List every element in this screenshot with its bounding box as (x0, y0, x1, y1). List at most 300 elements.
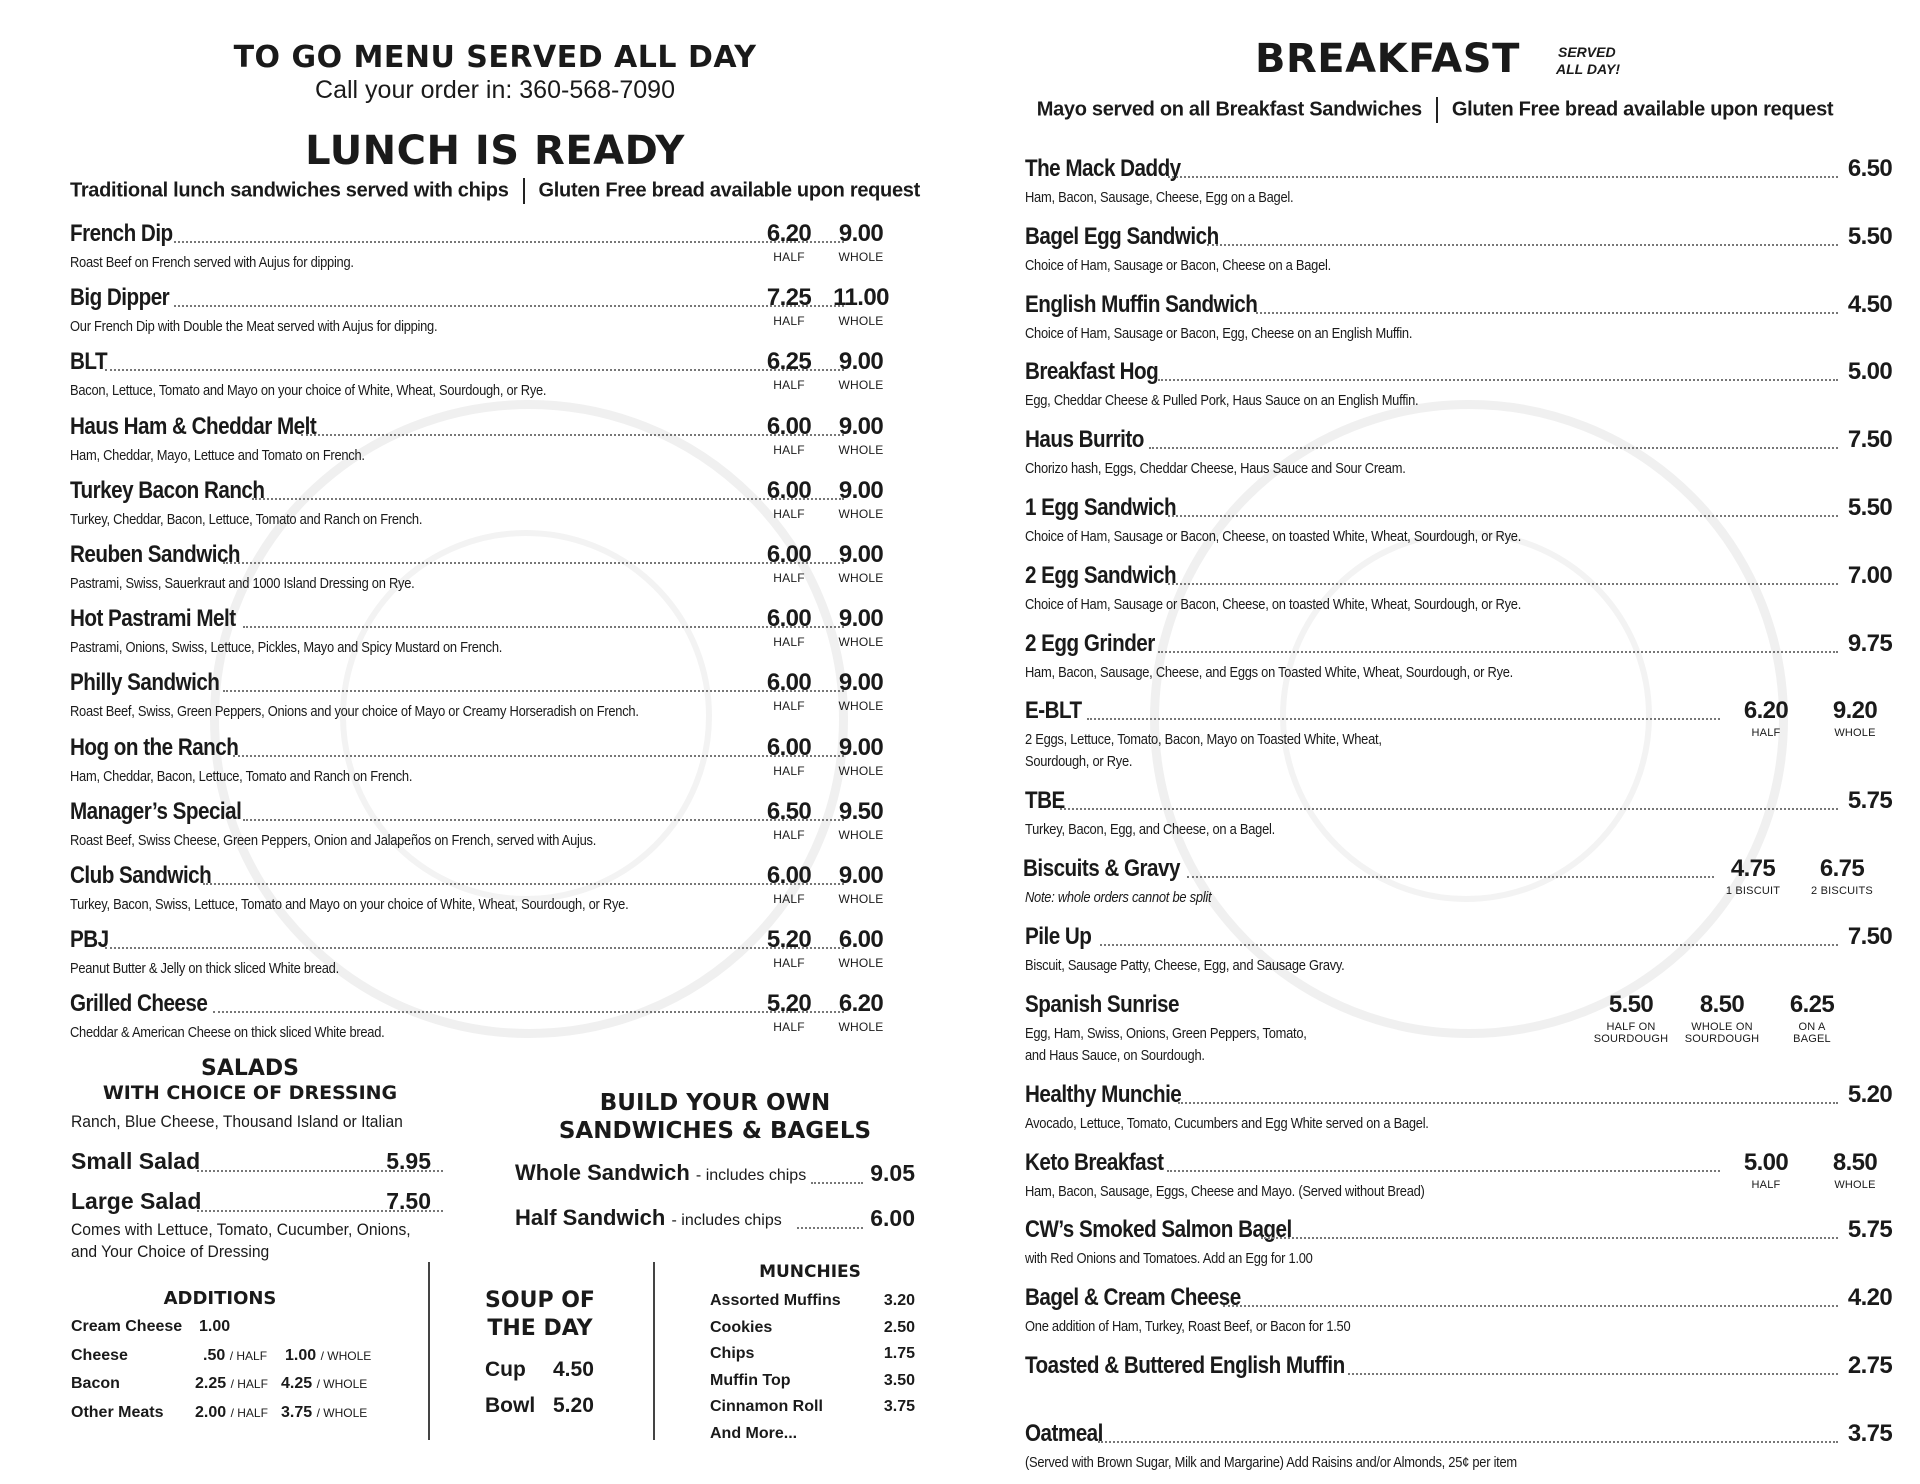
breakfast-price-value: 6.50 (1847, 155, 1893, 182)
breakfast-item-desc: Ham, Bacon, Sausage, Eggs, Cheese and Mayo. (Served without Bread) (1025, 1182, 1425, 1200)
half-label: HALF (773, 250, 805, 264)
dot-leader (1167, 1170, 1720, 1172)
price-option-label: HALF ON (1606, 1020, 1656, 1033)
half-price (754, 220, 824, 264)
price-option-label: WHOLE (1834, 1178, 1876, 1191)
dot-leader (174, 305, 844, 307)
price-option (1767, 991, 1857, 1045)
breakfast-item (1025, 1419, 1893, 1484)
lunch-item-name: Turkey Bacon Ranch (70, 476, 265, 504)
soup-list (485, 1358, 605, 1438)
munchie-name: Cinnamon Roll (710, 1398, 823, 1416)
dot-leader (1261, 1237, 1838, 1239)
breakfast-item-price (1840, 1081, 1900, 1109)
munchie-price: 1.75 (883, 1345, 915, 1363)
breakfast-item-name: Pile Up (1025, 923, 1092, 950)
price-option-label: SOURDOUGH (1684, 1032, 1760, 1045)
lunch-title: LUNCH IS READY (305, 128, 685, 174)
breakfast-list (1023, 155, 1893, 1471)
breakfast-item-desc: Turkey, Bacon, Egg, and Cheese, on a Bagel. (1025, 821, 1275, 839)
whole-label: WHOLE (838, 1020, 884, 1035)
addition-half-unit: / HALF (229, 1348, 268, 1363)
lunch-item-name: Big Dipper (70, 284, 170, 312)
lunch-item (70, 284, 930, 348)
addition-half-price (203, 1347, 267, 1365)
whole-price-value: 9.00 (838, 669, 884, 697)
whole-label: WHOLE (838, 635, 884, 650)
lunch-item-desc: Bacon, Lettuce, Tomato and Mayo on your choice of White, Wheat, Sourdough, or Rye. (70, 382, 547, 400)
small-salad-row (71, 1148, 431, 1180)
dot-leader (1100, 944, 1838, 946)
breakfast-price-value: 4.20 (1847, 1284, 1893, 1312)
addition-half-value: 2.00 (195, 1403, 227, 1421)
price-option-label: HALF (1751, 1178, 1781, 1191)
soup-name: Cup (485, 1358, 526, 1381)
breakfast-item-price (1840, 630, 1900, 658)
half-label: HALF (773, 378, 805, 393)
addition-half-price (195, 1375, 268, 1393)
half-price (754, 926, 824, 970)
addition-whole-unit: / WHOLE (320, 1348, 372, 1363)
whole-sandwich-price: 9.05 (870, 1160, 915, 1186)
breakfast-item-desc: Egg, Ham, Swiss, Onions, Green Peppers, Tomato, (1025, 1024, 1307, 1042)
price-option (1726, 1149, 1806, 1191)
served-all-day-1: SERVED (1558, 44, 1616, 60)
breakfast-item-price (1840, 358, 1900, 386)
whole-price (826, 926, 896, 970)
divider-additions-soup (428, 1262, 430, 1440)
dot-leader (1207, 244, 1838, 246)
dot-leader (1158, 651, 1838, 653)
price-option-label: SOURDOUGH (1593, 1032, 1669, 1045)
lunch-item-name: Club Sandwich (70, 862, 212, 889)
half-price-value: 6.00 (766, 476, 812, 504)
half-price (754, 413, 824, 457)
breakfast-item-desc: Note: whole orders cannot be split (1025, 889, 1212, 907)
breakfast-item-name: TBE (1025, 787, 1065, 815)
breakfast-price-value: 3.75 (1847, 1419, 1893, 1447)
lunch-item-desc: Roast Beef on French served with Aujus for dipping. (70, 254, 354, 271)
salads-subtitle: WITH CHOICE OF DRESSING (102, 1082, 398, 1104)
half-price-value: 6.00 (766, 541, 812, 568)
breakfast-item (1025, 290, 1893, 355)
munchie-row (710, 1345, 915, 1375)
addition-whole-unit: / WHOLE (316, 1377, 368, 1391)
dot-leader (1223, 1305, 1838, 1307)
breakfast-item (1025, 923, 1893, 987)
additions-title: ADDITIONS (163, 1288, 277, 1309)
price-option-label: WHOLE ON (1691, 1020, 1753, 1033)
dot-leader (1087, 718, 1720, 720)
lunch-item (70, 926, 930, 990)
half-price (754, 284, 824, 328)
breakfast-item-desc: One addition of Ham, Turkey, Roast Beef, or Bacon for 1.50 (1025, 1318, 1351, 1336)
breakfast-item-desc: Choice of Ham, Sausage or Bacon, Egg, Cheese on an English Muffin. (1025, 324, 1413, 342)
half-price (754, 477, 824, 521)
whole-price (826, 669, 896, 713)
breakfast-item-price (1840, 1352, 1900, 1380)
soup-row (485, 1358, 605, 1388)
breakfast-item-price (1840, 1284, 1900, 1312)
breakfast-note-mayo: Mayo served on all Breakfast Sandwiches (1036, 98, 1422, 121)
half-sandwich-name (515, 1205, 782, 1231)
half-label: HALF (773, 763, 805, 778)
whole-price-value: 6.20 (838, 990, 884, 1018)
lunch-item-name: Philly Sandwich (70, 669, 220, 697)
addition-name: Cheese (71, 1346, 128, 1364)
build-title-1: BUILD YOUR OWN (599, 1090, 831, 1116)
breakfast-item-name: Keto Breakfast (1025, 1148, 1164, 1176)
breakfast-price-value: 7.50 (1847, 923, 1893, 950)
dot-leader (223, 690, 844, 692)
whole-price-value: 11.00 (833, 284, 889, 312)
breakfast-price-value: 5.50 (1847, 222, 1893, 250)
breakfast-item-price (1840, 291, 1900, 319)
half-label: HALF (773, 827, 805, 842)
breakfast-item-price (1840, 923, 1900, 951)
breakfast-price-value: 9.75 (1847, 629, 1893, 657)
half-price (754, 605, 824, 649)
half-price (754, 734, 824, 778)
dot-leader (1348, 1373, 1838, 1375)
whole-price-value: 9.00 (838, 348, 884, 376)
addition-price: 1.00 (199, 1318, 231, 1335)
soup-row (485, 1394, 605, 1424)
whole-label: WHOLE (838, 378, 884, 393)
addition-whole-unit: / WHOLE (316, 1405, 368, 1420)
breakfast-item-keto (1025, 1149, 1890, 1213)
whole-label: WHOLE (838, 571, 884, 585)
lunch-item-name: BLT (70, 348, 108, 376)
whole-price (826, 990, 896, 1034)
addition-whole-price (281, 1404, 367, 1422)
large-salad-desc-1: Comes with Lettuce, Tomato, Cucumber, Onions, (71, 1220, 411, 1239)
breakfast-item (1025, 1284, 1893, 1348)
addition-whole-value: 3.75 (281, 1403, 313, 1421)
price-option-value: 8.50 (1699, 990, 1745, 1018)
half-price (754, 798, 824, 842)
breakfast-item-price (1840, 1216, 1900, 1244)
large-salad-row (71, 1188, 431, 1220)
whole-price (826, 605, 896, 649)
whole-price (826, 798, 896, 842)
munchie-row (710, 1398, 915, 1428)
breakfast-item (1025, 358, 1893, 422)
soup-price: 5.20 (553, 1394, 594, 1417)
dot-leader (1060, 808, 1838, 810)
dot-leader (105, 947, 844, 949)
half-price-value: 6.20 (766, 220, 812, 247)
divider-soup-munchies (653, 1262, 655, 1440)
munchie-name: Muffin Top (710, 1371, 791, 1389)
whole-price-value: 9.00 (838, 733, 884, 761)
half-price-value: 6.25 (766, 348, 812, 376)
dot-leader (1178, 1102, 1838, 1104)
breakfast-item-name: Biscuits & Gravy (1023, 855, 1180, 883)
divider (523, 178, 525, 204)
breakfast-item-desc: Chorizo hash, Eggs, Cheddar Cheese, Haus Sauce and Sour Cream. (1025, 460, 1406, 478)
whole-sandwich-label: Whole Sandwich (515, 1160, 690, 1185)
half-price-value: 6.00 (766, 605, 812, 633)
munchie-name: And More... (710, 1425, 798, 1442)
half-price (754, 541, 824, 585)
price-option-value: 6.20 (1743, 697, 1789, 725)
dot-leader (1187, 876, 1714, 878)
whole-price (826, 284, 896, 328)
dot-leader (174, 241, 844, 243)
small-salad-price: 5.95 (386, 1148, 431, 1174)
served-all-day-2: ALL DAY! (1556, 61, 1621, 77)
breakfast-item-price (1840, 426, 1900, 454)
whole-price (826, 220, 896, 264)
lunch-list (70, 220, 930, 1060)
breakfast-item-desc: with Red Onions and Tomatoes. Add an Egg for 1.00 (1025, 1250, 1313, 1268)
whole-price-value: 9.00 (838, 476, 884, 504)
lunch-item-desc: Turkey, Cheddar, Bacon, Lettuce, Tomato and Ranch on French. (70, 510, 423, 528)
price-option-value: 4.75 (1730, 855, 1776, 883)
whole-price (826, 862, 896, 906)
lunch-item-desc: Ham, Cheddar, Bacon, Lettuce, Tomato and Ranch on French. (70, 767, 413, 785)
half-price-value: 6.00 (766, 669, 812, 697)
lunch-item-desc: Cheddar & American Cheese on thick sliced White bread. (70, 1024, 385, 1042)
breakfast-price-value: 2.75 (1847, 1352, 1893, 1379)
dot-leader (1168, 515, 1838, 517)
breakfast-item-name: E-BLT (1025, 697, 1082, 725)
dot-leader (1168, 176, 1838, 178)
breakfast-item-name: Spanish Sunrise (1025, 990, 1179, 1018)
whole-label: WHOLE (838, 442, 884, 457)
whole-price (826, 348, 896, 392)
munchie-name: Chips (710, 1345, 755, 1363)
addition-name: Bacon (71, 1375, 120, 1392)
munchies-title: MUNCHIES (759, 1262, 861, 1282)
breakfast-item (1025, 222, 1893, 287)
whole-label: WHOLE (838, 763, 884, 778)
half-sandwich-label: Half Sandwich (515, 1205, 666, 1230)
whole-sandwich-note: - includes chips (695, 1167, 807, 1184)
breakfast-price-value: 5.75 (1847, 1216, 1893, 1244)
half-price (754, 669, 824, 713)
breakfast-item-name: CW’s Smoked Salmon Bagel (1025, 1216, 1292, 1244)
breakfast-price-value: 7.00 (1847, 561, 1893, 589)
breakfast-price-value: 5.20 (1847, 1080, 1893, 1108)
addition-name: Cream Cheese (71, 1318, 183, 1335)
lunch-item (70, 220, 930, 284)
breakfast-item-price (1840, 494, 1900, 522)
salads-dressings: Ranch, Blue Cheese, Thousand Island or Italian (71, 1112, 403, 1131)
dot-leader (811, 1182, 863, 1184)
munchie-price: 3.75 (883, 1398, 915, 1416)
half-label: HALF (773, 635, 805, 650)
munchie-price: 2.50 (883, 1318, 915, 1336)
whole-label: WHOLE (838, 314, 884, 329)
price-option-label: BAGEL (1793, 1032, 1831, 1045)
dot-leader (1256, 312, 1838, 314)
munchie-price: 3.20 (883, 1292, 915, 1309)
breakfast-price-value: 7.50 (1847, 426, 1893, 454)
dot-leader (1149, 447, 1838, 449)
lunch-item (70, 605, 930, 669)
breakfast-item-name: 1 Egg Sandwich (1025, 494, 1177, 521)
build-title-2: SANDWICHES & BAGELS (558, 1118, 872, 1144)
half-price (754, 348, 824, 392)
breakfast-item (1025, 787, 1893, 851)
addition-row (71, 1347, 401, 1377)
half-label: HALF (773, 571, 805, 585)
breakfast-item-desc: Ham, Bacon, Sausage, Cheese, and Eggs on Toasted White, Wheat, Sourdough, or Rye. (1025, 663, 1514, 681)
breakfast-item (1025, 1080, 1893, 1145)
lunch-item-name: Reuben Sandwich (70, 541, 241, 568)
munchie-name: Cookies (710, 1318, 773, 1336)
price-option-label: 1 BISCUIT (1725, 885, 1781, 898)
breakfast-item-desc: Choice of Ham, Sausage or Bacon, Cheese on a Bagel. (1025, 256, 1331, 274)
half-price-value: 7.25 (766, 284, 812, 312)
whole-price (826, 477, 896, 521)
dot-leader (105, 369, 844, 371)
half-label: HALF (773, 699, 805, 714)
breakfast-item-price (1840, 787, 1900, 815)
whole-label: WHOLE (838, 827, 884, 842)
breakfast-item (1025, 155, 1893, 219)
half-label: HALF (773, 506, 805, 521)
lunch-item-desc: Peanut Butter & Jelly on thick sliced White bread. (70, 960, 339, 978)
whole-price-value: 9.00 (838, 541, 884, 568)
lunch-item (70, 477, 930, 541)
whole-price-value: 9.00 (838, 605, 884, 633)
munchies-list (710, 1292, 915, 1452)
breakfast-item-biscuits (1025, 855, 1890, 919)
whole-label: WHOLE (838, 506, 884, 521)
breakfast-item-desc: Choice of Ham, Sausage or Bacon, Cheese, on toasted White, Wheat, Sourdough, or Rye. (1025, 528, 1522, 545)
half-price (754, 862, 824, 906)
breakfast-notes (1010, 97, 1860, 123)
addition-whole-price (285, 1347, 371, 1365)
half-price-value: 5.20 (766, 926, 812, 954)
breakfast-item-desc: (Served with Brown Sugar, Milk and Margarine) Add Raisins and/or Almonds, 25¢ per item (1025, 1453, 1517, 1471)
price-option-label: WHOLE (1834, 727, 1876, 740)
lunch-item-desc: Roast Beef, Swiss Cheese, Green Peppers, Onion and Jalapeños on French, served with Aujus. (70, 831, 597, 849)
breakfast-item-name: Bagel Egg Sandwich (1025, 222, 1219, 250)
breakfast-item-name: Healthy Munchie (1025, 1080, 1182, 1108)
soup-price: 4.50 (553, 1358, 594, 1381)
addition-row (71, 1375, 401, 1405)
munchie-price: 3.50 (883, 1371, 915, 1389)
lunch-item-name: PBJ (70, 926, 109, 954)
munchie-name: Assorted Muffins (710, 1292, 841, 1309)
soup-title-1: SOUP OF (485, 1288, 595, 1313)
large-salad-desc-2: and Your Choice of Dressing (71, 1242, 270, 1261)
lunch-item (70, 798, 930, 862)
addition-half-value: .50 (203, 1346, 226, 1364)
addition-half-price (195, 1404, 268, 1422)
breakfast-item-eblt (1025, 697, 1890, 777)
price-option-value: 8.50 (1832, 1148, 1878, 1176)
lunch-item-name: Grilled Cheese (70, 990, 208, 1018)
lunch-item-desc: Turkey, Bacon, Swiss, Lettuce, Tomato and Mayo on your choice of White, Wheat, Sourdough, or Rye. (70, 896, 629, 913)
lunch-item (70, 348, 930, 412)
lunch-item (70, 862, 930, 926)
whole-price-value: 9.00 (838, 862, 884, 889)
breakfast-item-name: The Mack Daddy (1025, 155, 1181, 182)
lunch-item-desc: Our French Dip with Double the Meat served with Aujus for dipping. (70, 318, 438, 336)
breakfast-item-desc: Biscuit, Sausage Patty, Cheese, Egg, and Sausage Gravy. (1025, 957, 1345, 974)
whole-price-value: 9.00 (838, 412, 884, 440)
whole-price-value: 9.50 (838, 797, 884, 825)
munchie-row (710, 1372, 915, 1402)
addition-whole-price (281, 1375, 367, 1393)
soup-title-2: THE DAY (487, 1316, 593, 1341)
salads-title: SALADS (200, 1056, 300, 1081)
half-label: HALF (773, 956, 805, 971)
half-label: HALF (773, 314, 805, 329)
price-option-value: 5.00 (1743, 1148, 1789, 1176)
breakfast-item (1025, 426, 1893, 490)
price-option-value: 9.20 (1832, 697, 1878, 725)
whole-price-value: 9.00 (838, 220, 884, 247)
munchie-row (710, 1292, 915, 1322)
half-price-value: 5.20 (766, 990, 812, 1018)
whole-price (826, 734, 896, 778)
breakfast-item-desc: Egg, Cheddar Cheese & Pulled Pork, Haus Sauce on an English Muffin. (1025, 392, 1419, 410)
lunch-item (70, 413, 930, 477)
whole-label: WHOLE (838, 699, 884, 714)
breakfast-item-desc: 2 Eggs, Lettuce, Tomato, Bacon, Mayo on Toasted White, Wheat, (1025, 731, 1382, 749)
price-option (1726, 697, 1806, 739)
lunch-item (70, 990, 930, 1054)
breakfast-item-name: Bagel & Cream Cheese (1025, 1284, 1241, 1312)
dot-leader (223, 562, 844, 564)
lunch-item-name: French Dip (70, 220, 173, 247)
addition-whole-value: 1.00 (285, 1346, 317, 1364)
lunch-item-desc: Ham, Cheddar, Mayo, Lettuce and Tomato on French. (70, 446, 365, 464)
breakfast-item-price (1840, 562, 1900, 590)
large-salad-price: 7.50 (386, 1188, 431, 1214)
price-option-value: 5.50 (1608, 990, 1654, 1018)
lunch-item (70, 734, 930, 798)
breakfast-price-value: 5.75 (1847, 787, 1893, 815)
lunch-note-chips: Traditional lunch sandwiches served with chips (70, 179, 509, 202)
half-sandwich-price: 6.00 (870, 1205, 915, 1231)
lunch-item (70, 669, 930, 733)
breakfast-item-name: 2 Egg Grinder (1025, 629, 1155, 657)
dot-leader (203, 883, 844, 885)
breakfast-item-name: Haus Burrito (1025, 426, 1144, 454)
togo-title: TO GO MENU SERVED ALL DAY (233, 40, 757, 75)
breakfast-item-desc: Avocado, Lettuce, Tomato, Cucumbers and Egg White served on a Bagel. (1025, 1114, 1429, 1132)
lunch-item-desc: Roast Beef, Swiss, Green Peppers, Onions and your choice of Mayo or Creamy Horseradish on French. (70, 703, 639, 721)
large-salad-name: Large Salad (71, 1188, 202, 1214)
addition-half-unit: / HALF (230, 1377, 268, 1391)
half-sandwich-row (515, 1205, 915, 1237)
divider (1436, 97, 1438, 123)
lunch-item-desc: Pastrami, Swiss, Sauerkraut and 1000 Island Dressing on Rye. (70, 575, 415, 592)
price-option (1802, 855, 1882, 897)
breakfast-title: BREAKFAST (1255, 36, 1520, 82)
munchie-row (710, 1319, 915, 1349)
half-label: HALF (773, 892, 805, 906)
lunch-item-name: Haus Ham & Cheddar Melt (70, 412, 317, 440)
breakfast-item (1025, 1216, 1893, 1280)
half-price (754, 990, 824, 1034)
lunch-item-name: Hot Pastrami Melt (70, 605, 236, 633)
breakfast-item-name: 2 Egg Sandwich (1025, 561, 1177, 589)
half-price-value: 6.00 (766, 733, 812, 761)
breakfast-item-desc: Ham, Bacon, Sausage, Cheese, Egg on a Bagel. (1025, 189, 1294, 206)
half-price-value: 6.50 (766, 797, 812, 825)
half-label: HALF (773, 442, 805, 457)
dot-leader (1158, 379, 1838, 381)
addition-row (71, 1318, 401, 1348)
